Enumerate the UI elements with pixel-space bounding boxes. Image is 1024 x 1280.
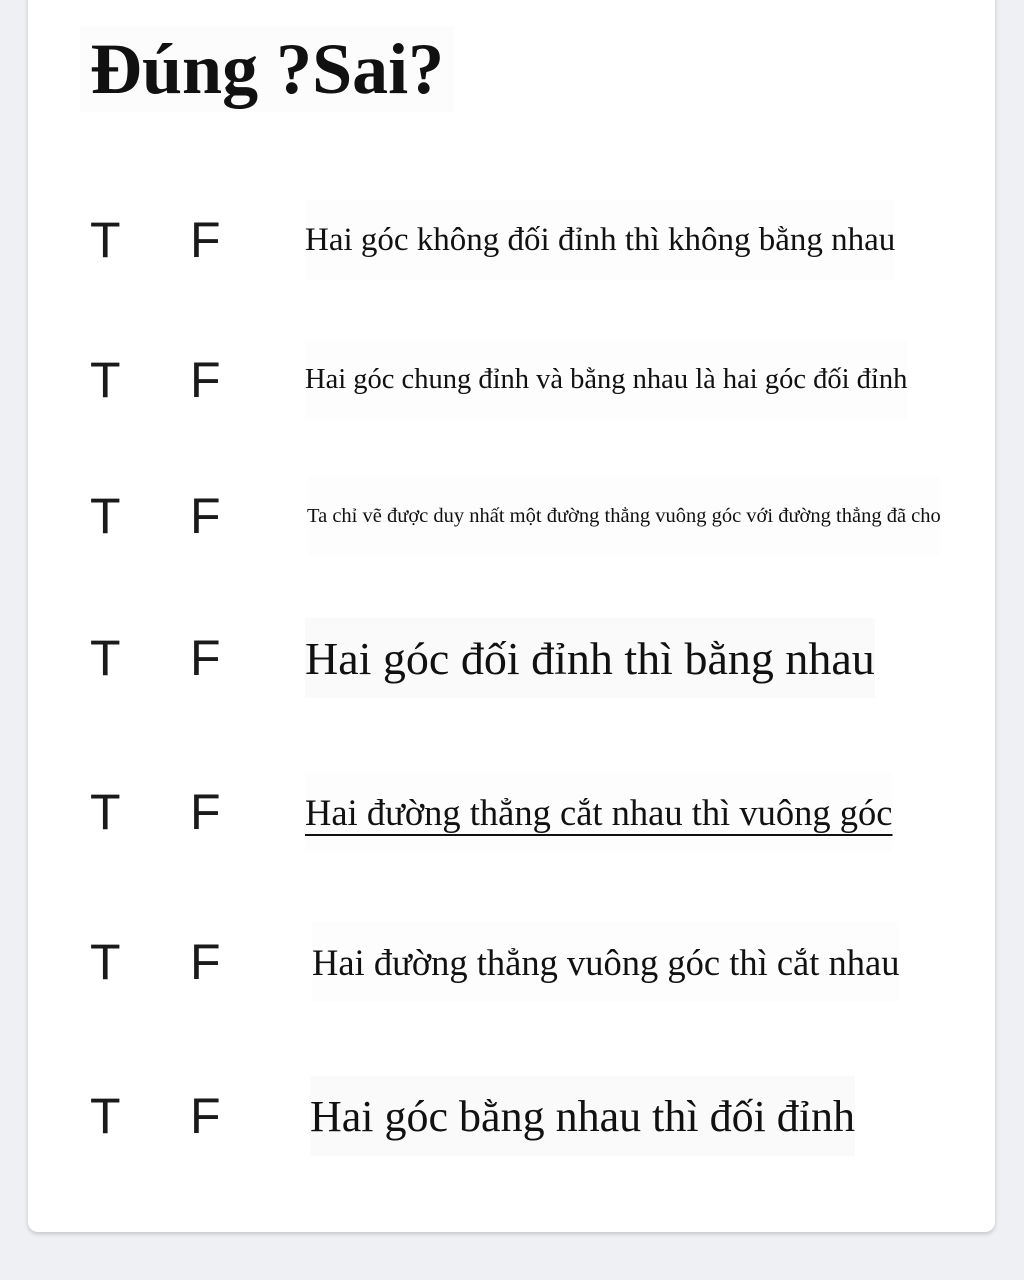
- true-option[interactable]: T: [90, 212, 121, 268]
- statement-row: [0, 476, 1024, 556]
- statement-text: Ta chỉ vẽ được duy nhất một đường thẳng vuông góc với đường thẳng đã cho: [307, 476, 941, 556]
- statement-row: [0, 1076, 1024, 1156]
- false-option[interactable]: F: [190, 212, 221, 268]
- statement-text: Hai đường thẳng cắt nhau thì vuông góc: [305, 772, 892, 852]
- false-option[interactable]: F: [190, 488, 221, 544]
- statement-text: Hai góc chung đỉnh và bằng nhau là hai góc đối đỉnh: [305, 340, 907, 420]
- statement-text: Hai góc không đối đỉnh thì không bằng nhau: [305, 200, 895, 280]
- false-option[interactable]: F: [190, 934, 221, 990]
- statement-row: [0, 340, 1024, 420]
- true-option[interactable]: T: [90, 934, 121, 990]
- statement-text: Hai góc đối đỉnh thì bằng nhau: [305, 618, 875, 698]
- false-option[interactable]: F: [190, 352, 221, 408]
- statement-row: [0, 772, 1024, 852]
- true-option[interactable]: T: [90, 630, 121, 686]
- true-option[interactable]: T: [90, 1088, 121, 1144]
- statement-row: [0, 922, 1024, 1002]
- true-option[interactable]: T: [90, 784, 121, 840]
- quiz-title: Đúng ?Sai?: [80, 26, 454, 112]
- true-option[interactable]: T: [90, 352, 121, 408]
- false-option[interactable]: F: [190, 630, 221, 686]
- quiz-card: [28, 0, 995, 1232]
- false-option[interactable]: F: [190, 784, 221, 840]
- statement-row: [0, 618, 1024, 698]
- statement-text: Hai góc bằng nhau thì đối đỉnh: [310, 1076, 855, 1156]
- false-option[interactable]: F: [190, 1088, 221, 1144]
- statement-text: Hai đường thẳng vuông góc thì cắt nhau: [312, 922, 899, 1002]
- statement-row: [0, 200, 1024, 280]
- true-option[interactable]: T: [90, 488, 121, 544]
